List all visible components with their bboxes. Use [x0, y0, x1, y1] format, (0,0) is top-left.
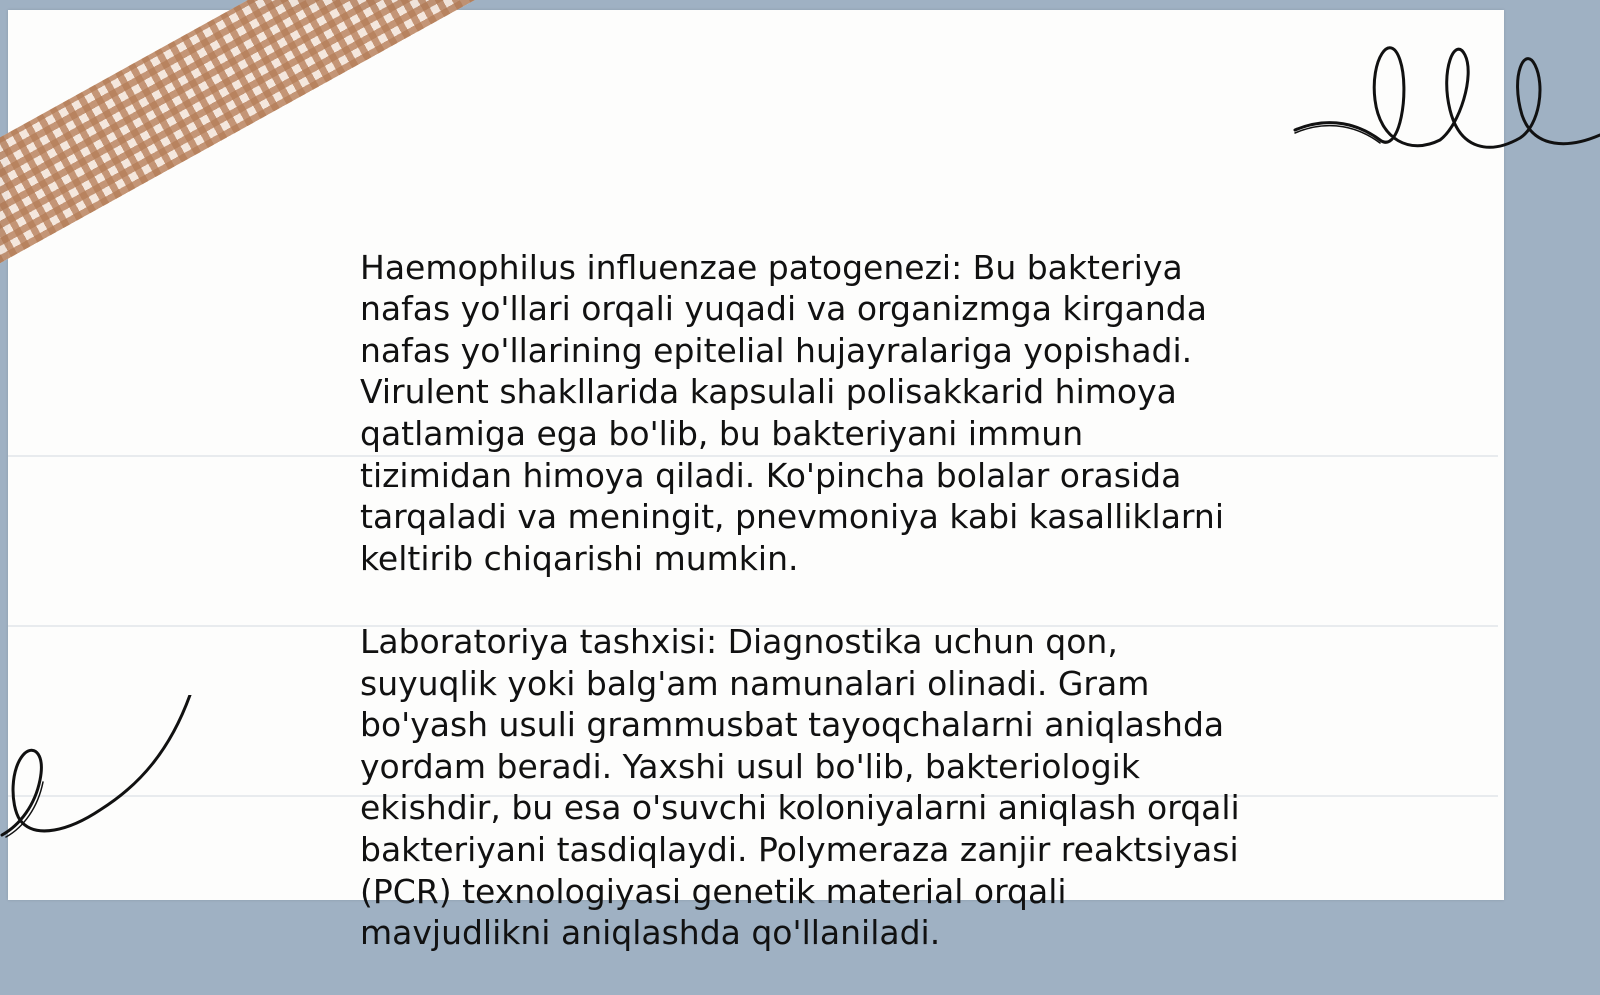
slide-body-text	[360, 205, 1240, 995]
loop-scribble-bottom-left	[0, 695, 200, 850]
loop-scribble-top-right	[1290, 30, 1600, 165]
paragraph-pathogenesis: Haemophilus influenzae patogenezi: Bu bakteriya nafas yo'llari orqali yuqadi va organizmga kirganda nafas yo'llarining epitelial hujayralariga yopishadi. Virulent shakllarida kapsulali polisakkarid himoya qatlamiga ega bo'lib, bu bakteriyani immun tizimidan himoya qiladi. Ko'pincha bolalar orasida tarqaladi va meningit, pnevmoniya kabi kasalliklarni keltirib chiqarishi mumkin.	[360, 247, 1224, 578]
paragraph-lab-diagnosis: Laboratoriya tashxisi: Diagnostika uchun qon, suyuqlik yoki balg'am namunalari olinadi. Gram bo'yash usuli grammusbat tayoqchalarni aniqlashda yordam beradi. Yaxshi usul bo'lib, bakteriologik ekishdir, bu esa o'suvchi koloniyalarni aniqlash orqali bakteriyani tasdiqlaydi. Polymeraza zanjir reaktsiyasi (PCR) texnologiyasi genetik material orqali mavjudlikni aniqlashda qo'llaniladi.	[360, 621, 1240, 953]
